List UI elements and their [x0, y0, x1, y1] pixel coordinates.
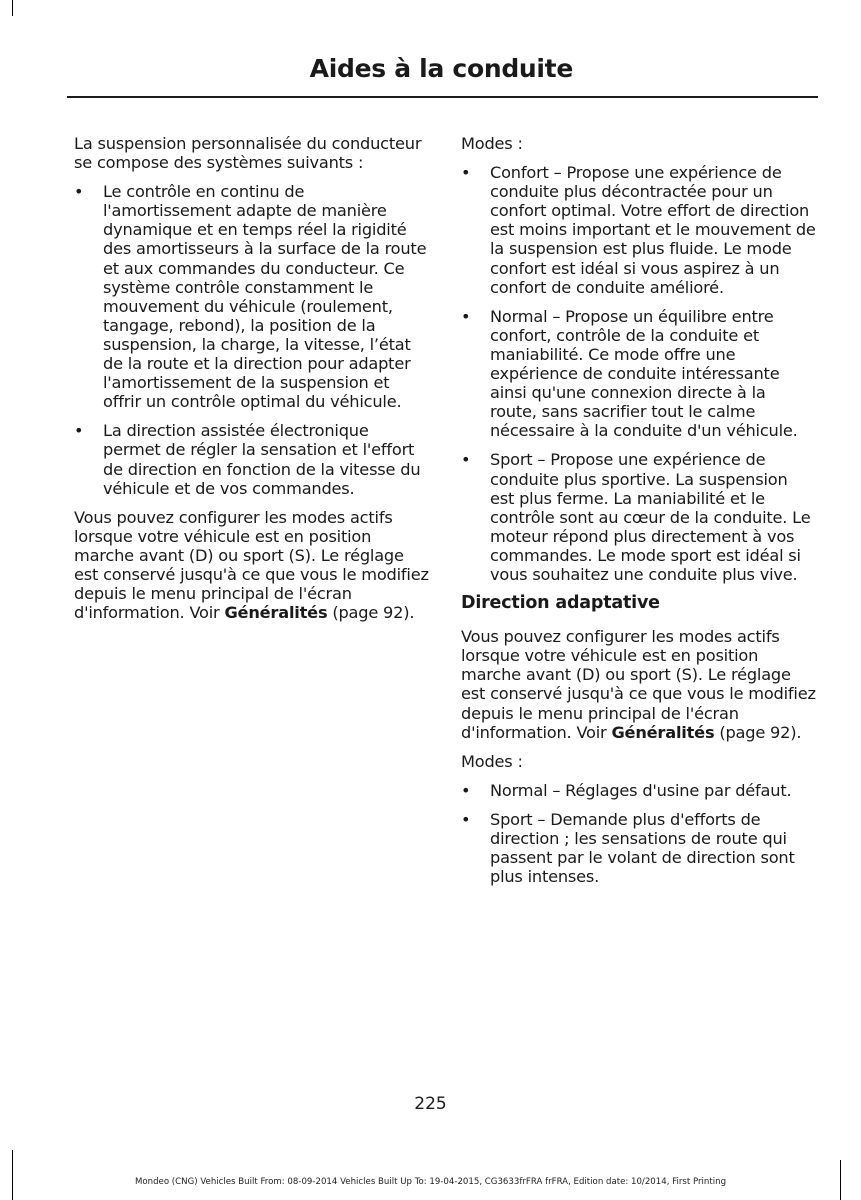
modes-label: Modes : — [461, 134, 523, 153]
section-heading: Direction adaptative — [461, 593, 660, 614]
config-text: Vous pouvez configurer les modes actifs lorsque votre véhicule est en position marche avant (D) ou sport (S). Le réglage est conservé jusqu'à ce que vous le modifiez depuis le menu principal de l'écran d'information. Voir — [74, 507, 429, 623]
bullet-icon: • — [461, 809, 471, 829]
list-item-text: Le contrôle en continu de l'amortissement adapte de manière dynamique et en temps réel la rigidité des amortisseurs à la surface de la route et aux commandes du conducteur. Ce système contrôle constamment le mouvement du véhicule (roulement, tangage, rebond), la position de la suspension, la charge, la vitesse, l’état de la route et la direction pour adapter l'amortissement de la suspension et offrir un contrôle optimal du véhicule. — [103, 182, 427, 412]
list-item-text: Normal – Propose un équilibre entre confort, contrôle de la conduite et maniabilité. Ce mode offre une expérience de conduite intéressante ainsi qu'une connexion directe à la route, sans sacrifier tout le calme nécessaire à la conduite d'un véhicule. — [490, 306, 798, 441]
bullet-icon: • — [461, 306, 471, 326]
bullet-icon: • — [74, 182, 84, 202]
crop-mark-bottom-left — [12, 1150, 13, 1200]
page-title: Aides à la conduite — [309, 54, 573, 83]
footer-text: Mondeo (CNG) Vehicles Built From: 08-09-2014 Vehicles Built Up To: 19-04-2015, CG3633frFRA frFRA, Edition date: 10/2014, First Printing — [134, 1177, 727, 1187]
list-item — [461, 810, 816, 886]
systems-list — [74, 182, 429, 498]
right-column — [461, 134, 816, 896]
list-item-text: Sport – Propose une expérience de conduite plus sportive. La suspension est plus ferme. La maniabilité et le contrôle sont au cœur de la conduite. Le moteur répond plus directement à vos commandes. Le mode sport est idéal si vous souhaitez une conduite plus vive. — [490, 450, 811, 584]
list-item — [461, 307, 816, 441]
list-item — [461, 781, 816, 800]
intro-paragraph: La suspension personnalisée du conducteur se compose des systèmes suivants : — [74, 134, 422, 173]
left-column — [74, 134, 429, 632]
page-reference: (page 92). — [332, 603, 415, 623]
list-item-text: Sport – Demande plus d'efforts de direction ; les sensations de route qui passent par le volant de direction sont plus intenses. — [490, 809, 795, 887]
page-reference: (page 92). — [719, 722, 802, 742]
bullet-icon: • — [461, 780, 471, 800]
list-item — [461, 163, 816, 297]
crop-mark-top-left — [12, 0, 13, 16]
config-paragraph — [74, 508, 429, 623]
bullet-icon: • — [461, 450, 471, 470]
bullet-icon: • — [74, 421, 84, 441]
title-divider — [67, 96, 818, 98]
bullet-icon: • — [461, 163, 471, 183]
list-item — [74, 421, 429, 497]
reference-link[interactable]: Généralités — [224, 603, 328, 623]
page-number: 225 — [414, 1094, 447, 1114]
list-item-text: Normal – Réglages d'usine par défaut. — [490, 780, 792, 800]
modes-label: Modes : — [461, 751, 523, 771]
steering-modes-list — [461, 781, 816, 886]
list-item-text: Confort – Propose une expérience de conduite plus décontractée pour un confort optimal. Votre effort de direction est moins important et le mouvement de la suspension est plus fluide. Le mode confort est idéal si vous aspirez à un confort de conduite amélioré. — [490, 163, 816, 297]
list-item — [74, 182, 429, 411]
config-text: Vous pouvez configurer les modes actifs lorsque votre véhicule est en position marche avant (D) ou sport (S). Le réglage est conservé jusqu'à ce que vous le modifiez depuis le menu principal de l'écran d'information. Voir — [461, 627, 816, 742]
modes-list — [461, 163, 816, 584]
list-item — [461, 450, 816, 584]
reference-link[interactable]: Généralités — [611, 722, 715, 742]
list-item-text: La direction assistée électronique permet de régler la sensation et l'effort de direction en fonction de la vitesse du véhicule et de vos commandes. — [103, 421, 421, 498]
config-paragraph — [461, 627, 816, 742]
